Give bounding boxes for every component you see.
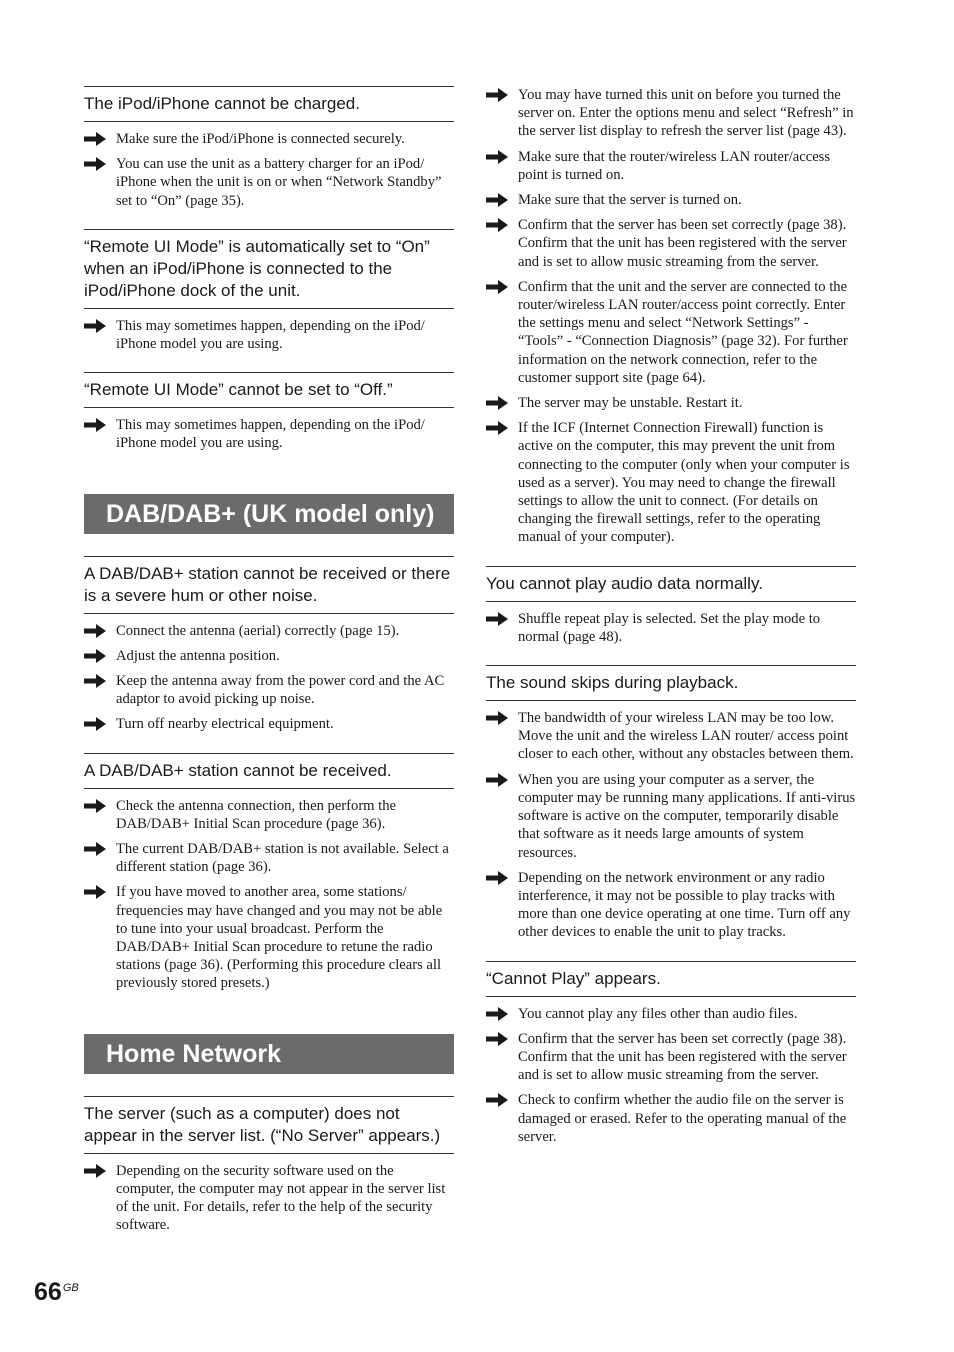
right-arrow-icon [486, 150, 508, 164]
page-number: $66^{GB}$ [34, 1278, 79, 1306]
solution-item [84, 317, 454, 353]
right-arrow-icon [84, 418, 106, 432]
solution-text: The bandwidth of your wireless LAN may be too low. Move the unit and the wireless LAN router/ access point closer to each other, without any obstacles between them. [518, 710, 854, 763]
right-arrow-icon [486, 280, 508, 294]
right-arrow-icon [486, 421, 508, 435]
solution-item [84, 155, 454, 210]
solution-text: Make sure that the router/wireless LAN router/access point is turned on. [518, 148, 831, 183]
solution-text: Shuffle repeat play is selected. Set the play mode to normal (page 48). [518, 610, 821, 645]
solution-text: Check to confirm whether the audio file on the server is damaged or erased. Refer to the operating manual of the server. [518, 1092, 847, 1145]
solution-text: The server may be unstable. Restart it. [518, 395, 743, 412]
solution-text: Adjust the antenna position. [116, 647, 280, 664]
solution-item [84, 840, 454, 876]
problem-heading: The iPod/iPhone cannot be charged. [84, 86, 454, 122]
solution-item [486, 216, 856, 271]
section-banner: Home Network [84, 1034, 454, 1074]
solution-text: You can use the unit as a battery charger for an iPod/ iPhone when the unit is on or when “Network Standby” set to “On” (page 35). [116, 156, 442, 209]
right-arrow-icon [486, 871, 508, 885]
right-arrow-icon [486, 612, 508, 626]
problem-heading: A DAB/DAB+ station cannot be received. [84, 753, 454, 789]
troubleshooting-section [84, 1096, 454, 1254]
solution-item [486, 1005, 856, 1023]
troubleshooting-section [84, 372, 454, 471]
solution-text: Check the antenna connection, then perform the DAB/DAB+ Initial Scan procedure (page 36). [116, 797, 397, 832]
solution-item [486, 278, 856, 387]
solution-item [84, 1162, 454, 1235]
problem-heading: The sound skips during playback. [486, 665, 856, 701]
solution-text: Turn off nearby electrical equipment. [116, 716, 334, 733]
solution-text: Keep the antenna away from the power cord and the AC adaptor to avoid picking up noise. [116, 673, 445, 708]
solution-item [84, 672, 454, 708]
page-suffix: GB [62, 1282, 79, 1294]
solution-list [84, 408, 454, 471]
right-arrow-icon [486, 88, 508, 102]
solution-item [486, 148, 856, 184]
right-arrow-icon [84, 674, 106, 688]
solution-text: When you are using your computer as a server, the computer may be running many applications. If anti-virus software is active on the computer, temporarily disable that software as it needs large amounts of system resources. [518, 771, 856, 861]
troubleshooting-section [84, 86, 454, 229]
solution-item [486, 869, 856, 942]
right-arrow-icon [486, 711, 508, 725]
right-arrow-icon [84, 842, 106, 856]
solution-item [486, 771, 856, 862]
troubleshooting-section [84, 229, 454, 372]
right-arrow-icon [84, 649, 106, 663]
left-column [84, 86, 454, 1253]
right-arrow-icon [84, 319, 106, 333]
troubleshooting-section [84, 753, 454, 1012]
solution-item [486, 709, 856, 764]
right-arrow-icon [486, 1007, 508, 1021]
right-arrow-icon [486, 1032, 508, 1046]
section-banner: DAB/DAB+ (UK model only) [84, 494, 454, 534]
solution-item [84, 797, 454, 833]
solution-list [84, 1154, 454, 1254]
solution-text: Depending on the security software used on the computer, the computer may not appear in the server list of the unit. For details, refer to the help of the security software. [116, 1162, 446, 1234]
solution-item [486, 1091, 856, 1146]
solution-item [486, 86, 856, 141]
solution-item [84, 622, 454, 640]
right-arrow-icon [486, 396, 508, 410]
solution-text: Depending on the network environment or any radio interference, it may not be possible to play tracks with more than one device operating at one time. Turn off any other devices to enable the unit to play tracks. [518, 869, 851, 941]
troubleshooting-section [84, 556, 454, 753]
solution-list [486, 602, 856, 665]
problem-heading: “Cannot Play” appears. [486, 961, 856, 997]
solution-text: If the ICF (Internet Connection Firewall) function is active on the computer, this may prevent the unit from connecting to the computer (only when your computer is used as a server). You may need to change the firewall settings to allow the unit to connect. (For details on changing the firewall settings, refer to the operating manual of your computer). [518, 420, 850, 546]
solution-item [84, 416, 454, 452]
right-arrow-icon [84, 885, 106, 899]
solution-item [84, 130, 454, 148]
solution-text: The current DAB/DAB+ station is not available. Select a different station (page 36). [116, 841, 449, 876]
solution-list [486, 701, 856, 960]
problem-heading: The server (such as a computer) does not appear in the server list. (“No Server” appears.) [84, 1096, 454, 1154]
right-arrow-icon [84, 717, 106, 731]
solution-list [486, 997, 856, 1165]
right-arrow-icon [84, 799, 106, 813]
right-arrow-icon [486, 193, 508, 207]
solution-text: Connect the antenna (aerial) correctly (page 15). [116, 622, 400, 639]
solution-text: If you have moved to another area, some stations/ frequencies may have changed and you may not be able to tune into your usual broadcast. Perform the DAB/DAB+ Initial Scan procedure to retune the radio stations (page 36). (Performing this procedure clears all previously stored presets.) [116, 884, 443, 992]
right-arrow-icon [84, 624, 106, 638]
right-arrow-icon [84, 157, 106, 171]
solution-text: This may sometimes happen, depending on the iPod/ iPhone model you are using. [116, 417, 425, 452]
solution-item [84, 647, 454, 665]
problem-heading: You cannot play audio data normally. [486, 566, 856, 602]
troubleshooting-section [486, 566, 856, 665]
solution-list [84, 122, 454, 229]
solution-item [486, 394, 856, 412]
solution-list [84, 614, 454, 753]
problem-heading: “Remote UI Mode” cannot be set to “Off.” [84, 372, 454, 408]
solution-text: Confirm that the unit and the server are connected to the router/wireless LAN router/access point correctly. Enter the settings menu and select “Network Settings” - “Tools” - “Connection Diagnosis” (page 32). For further information on the network connection, refer to the customer support site (page 64). [518, 278, 848, 386]
solution-text: You may have turned this unit on before you turned the server on. Enter the options menu and select “Refresh” in the server list display to refresh the server list (page 43). [518, 87, 854, 140]
right-arrow-icon [486, 218, 508, 232]
troubleshooting-section [486, 665, 856, 960]
problem-heading: A DAB/DAB+ station cannot be received or there is a severe hum or other noise. [84, 556, 454, 614]
solution-item [486, 191, 856, 209]
solution-item [486, 419, 856, 546]
solution-list [486, 86, 856, 566]
solution-text: This may sometimes happen, depending on the iPod/ iPhone model you are using. [116, 317, 425, 353]
troubleshooting-section [486, 86, 856, 566]
solution-text: Make sure that the server is turned on. [518, 192, 742, 209]
right-arrow-icon [84, 1164, 106, 1178]
problem-heading: “Remote UI Mode” is automatically set to “On” when an iPod/iPhone is connected to the iPod/iPhone dock of the unit. [84, 229, 454, 309]
troubleshooting-section [486, 961, 856, 1165]
solution-item [84, 883, 454, 992]
solution-list [84, 789, 454, 1012]
right-arrow-icon [486, 1093, 508, 1107]
solution-item [486, 610, 856, 646]
solution-text: You cannot play any files other than audio files. [518, 1005, 798, 1022]
solution-text: Confirm that the server has been set correctly (page 38). Confirm that the unit has been registered with the server and is set to allow music streaming from the server. [518, 1030, 847, 1084]
solution-item [486, 1030, 856, 1085]
right-arrow-icon [84, 132, 106, 146]
right-column [486, 86, 856, 1165]
solution-text: Make sure the iPod/iPhone is connected securely. [116, 131, 405, 147]
right-arrow-icon [486, 773, 508, 787]
solution-text: Confirm that the server has been set correctly (page 38). Confirm that the unit has been registered with the server and is set to allow music streaming from the server. [518, 217, 847, 270]
solution-list [84, 309, 454, 372]
solution-item [84, 715, 454, 733]
